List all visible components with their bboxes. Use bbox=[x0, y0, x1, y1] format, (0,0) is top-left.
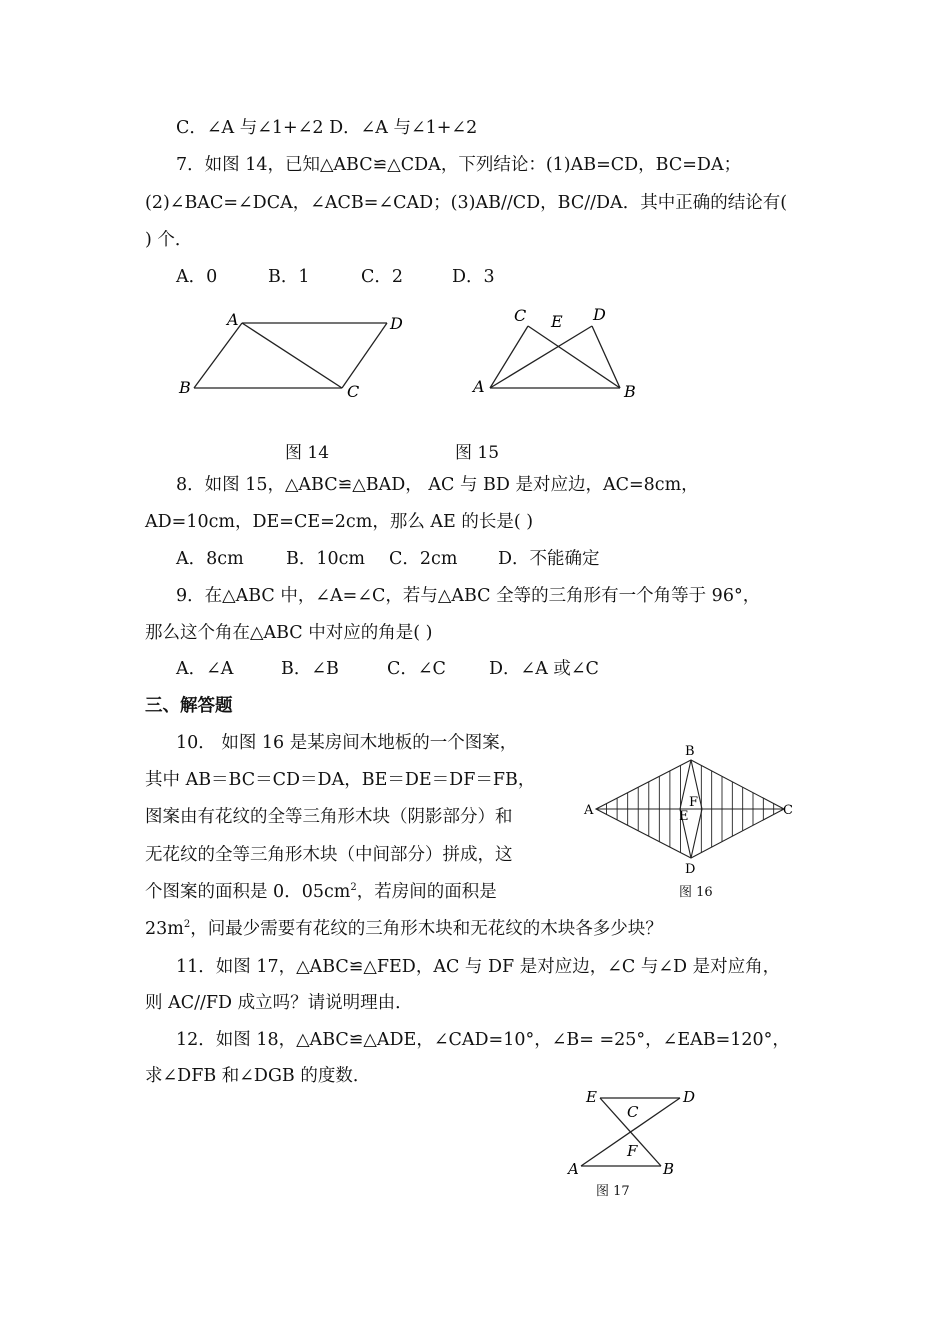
q7-option-d: D．3 bbox=[452, 267, 495, 287]
fig16-label-f: F bbox=[689, 795, 699, 810]
q9-line-1: 9．在△ABC 中，∠A=∠C，若与△ABC 全等的三角形有一个角等于 96°， bbox=[176, 586, 761, 606]
q12-line-1: 12．如图 18，△ABC≌△ADE，∠CAD=10°，∠B= =25°，∠EAB=120°， bbox=[176, 1030, 790, 1050]
fig14-caption: 图 14 bbox=[285, 443, 330, 463]
fig14-diagonal-ac bbox=[242, 323, 342, 388]
q9-option-c: C．∠C bbox=[387, 659, 446, 679]
q7-line-1: 7．如图 14，已知△ABC≌△CDA，下列结论：(1)AB=CD，BC=DA； bbox=[176, 155, 742, 175]
q10-line-2: 其中 AB＝BC＝CD＝DA，BE＝DE＝DF＝FB， bbox=[145, 770, 536, 790]
fig15-edge-ac bbox=[490, 326, 528, 388]
fig14-label-b: B bbox=[179, 378, 191, 397]
q10-line-5: 个图案的面积是 0．$05cm^2$，若房间的面积是 bbox=[145, 882, 497, 902]
q8-option-c: C．2cm bbox=[389, 549, 458, 569]
fig14-edge-ab bbox=[194, 323, 242, 388]
q8-line-2: AD=10cm，DE=CE=2cm，那么 AE 的长是( ) bbox=[145, 512, 534, 532]
q9-option-a: A．∠A bbox=[176, 659, 234, 679]
fig15-label-e: E bbox=[551, 312, 563, 331]
q8-option-a: A．8cm bbox=[176, 549, 244, 569]
figure-14 bbox=[170, 305, 430, 405]
figure-17 bbox=[560, 1085, 710, 1180]
fig17-caption: 图 17 bbox=[596, 1184, 630, 1199]
fig14-label-c: C bbox=[347, 382, 360, 401]
q12-line-2: 求∠DFB 和∠DGB 的度数． bbox=[145, 1066, 371, 1086]
q9-option-d: D．∠A 或∠C bbox=[489, 659, 599, 679]
q11-line-1: 11．如图 17，△ABC≌△FED，AC 与 DF 是对应边，∠C 与∠D 是对应角， bbox=[176, 957, 781, 977]
q10-line-3: 图案由有花纹的全等三角形木块（阴影部分）和 bbox=[145, 807, 513, 827]
fig17-label-d: D bbox=[683, 1088, 696, 1106]
figure-16 bbox=[580, 740, 800, 900]
fig16-label-d: D bbox=[685, 862, 696, 877]
q7-line-2: (2)∠BAC=∠DCA，∠ACB=∠CAD；(3)AB//CD，BC//DA．其中正确的结论有( bbox=[145, 193, 788, 213]
fig15-label-a: A bbox=[473, 377, 485, 396]
fig15-label-c: C bbox=[514, 306, 527, 325]
fig17-label-a: A bbox=[568, 1160, 579, 1178]
fig16-label-b: B bbox=[685, 744, 695, 759]
q7-line-3: ) 个． bbox=[145, 230, 193, 250]
fig17-label-c: C bbox=[627, 1103, 639, 1121]
q10-line-6: $23m^2$，问最少需要有花纹的三角形木块和无花纹的木块各多少块？ bbox=[145, 919, 663, 939]
fig17-label-b: B bbox=[663, 1160, 675, 1178]
q8-option-b: B．10cm bbox=[286, 549, 366, 569]
fig16-label-a: A bbox=[584, 803, 594, 818]
q10-line-1: 10． 如图 16 是某房间木地板的一个图案， bbox=[176, 733, 518, 753]
q6-option-cd: C．∠A 与∠1+∠2 D．∠A 与∠1+∠2 bbox=[176, 118, 478, 138]
fig16-caption: 图 16 bbox=[679, 885, 713, 900]
q8-line-1: 8．如图 15，△ABC≌△BAD， AC 与 BD 是对应边，AC=8cm， bbox=[176, 475, 699, 495]
fig15-label-d: D bbox=[593, 305, 606, 324]
q9-option-b: B．∠B bbox=[281, 659, 339, 679]
fig17-label-f: F bbox=[627, 1142, 638, 1160]
q10-line-4: 无花纹的全等三角形木块（中间部分）拼成，这 bbox=[145, 845, 513, 865]
fig15-label-b: B bbox=[624, 382, 636, 401]
q7-option-a: A．0 bbox=[176, 267, 218, 287]
q8-option-d: D．不能确定 bbox=[498, 549, 600, 569]
fig14-label-a: A bbox=[227, 310, 239, 329]
fig15-caption: 图 15 bbox=[455, 443, 500, 463]
q11-line-2: 则 AC//FD 成立吗？请说明理由． bbox=[145, 993, 413, 1013]
section-3-heading: 三、解答题 bbox=[145, 696, 233, 716]
q9-line-2: 那么这个角在△ABC 中对应的角是( ) bbox=[145, 623, 433, 643]
fig16-label-c: C bbox=[783, 803, 793, 818]
fig17-label-e: E bbox=[586, 1088, 597, 1106]
fig14-edge-cd bbox=[342, 323, 387, 388]
q7-option-b: B．1 bbox=[268, 267, 310, 287]
q7-option-c: C．2 bbox=[361, 267, 404, 287]
fig14-label-d: D bbox=[390, 314, 403, 333]
fig16-label-e: E bbox=[679, 809, 689, 824]
figure-15 bbox=[465, 300, 665, 400]
